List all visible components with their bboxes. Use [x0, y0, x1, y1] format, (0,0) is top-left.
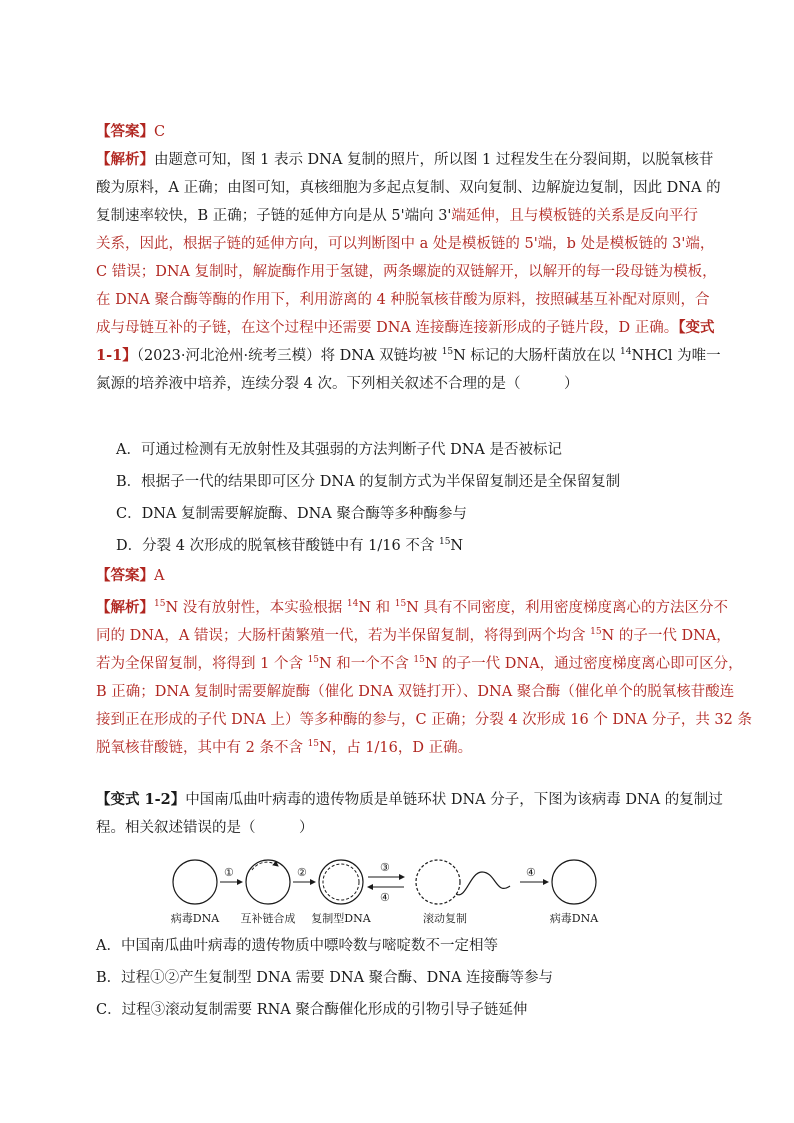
- question-1-line-1a: （2023·河北沧州·统考三模）将 DNA 双链均被: [136, 348, 442, 364]
- isotope-sup: 15: [438, 537, 451, 548]
- question-1-line-1c: NHCl 为唯一: [631, 348, 721, 364]
- option-c-2[interactable]: C．过程③滚动复制需要 RNA 聚合酶催化形成的引物引导子链延伸: [96, 1002, 528, 1018]
- isotope-sup: 14: [620, 347, 632, 358]
- isotope-sup: 15: [307, 655, 320, 666]
- option-d-text: D．分裂 4 次形成的脱氧核苷酸链中有 1/16 不含: [116, 538, 439, 554]
- analysis-1-line-1: 由题意可知，图 1 表示 DNA 复制的照片，所以图 1 过程发生在分裂间期，以脱氧核苷: [154, 152, 714, 168]
- analysis-1: [96, 146, 721, 342]
- rolling-strand: [456, 872, 510, 895]
- step-label: ③: [380, 861, 390, 874]
- isotope-sup: 15: [590, 627, 602, 638]
- question-1-2: [96, 786, 723, 842]
- answer-2: [96, 562, 698, 590]
- option-b[interactable]: B．根据子一代的结果即可区分 DNA 的复制方式为半保留复制还是全保留复制: [116, 474, 621, 490]
- complement-circle: [246, 860, 290, 904]
- analysis-1-line-6: 在 DNA 聚合酶等酶的作用下，利用游离的 4 种脱氧核苷酸为原料，按照碱基互补配对原则，合: [96, 292, 710, 308]
- step-label: ②: [297, 866, 307, 879]
- analysis-2-line-2a: 同的 DNA，A 错误；大肠杆菌繁殖一代，若为半保留复制，将得到两个均含: [96, 628, 591, 644]
- analysis-2-line-1a: N 没有放射性，本实验根据: [165, 600, 347, 616]
- isotope-sup: 15: [307, 739, 320, 750]
- analysis-1-line-3: 复制速率较快，B 正确；子链的延伸方向是从 5'端向 3': [96, 208, 452, 224]
- question-2-line-2: 程。相关叙述错误的是（ ）: [96, 820, 314, 836]
- step-label: ④: [526, 866, 536, 879]
- analysis-2-line-3a: 若为全保留复制，将得到 1 个含: [96, 656, 308, 672]
- answer-tag: 【答案】: [96, 567, 154, 584]
- figure-label: 复制型DNA: [311, 912, 371, 925]
- isotope-sup: 15: [394, 599, 407, 610]
- analysis-2-line-5: 接到正在形成的子代 DNA 上）等多种酶的参与，C 正确；分裂 4 次形成 16 个 DNA 分子，共 32 条: [96, 712, 752, 728]
- virus-dna-circle: [173, 860, 217, 904]
- figure-label: 病毒DNA: [170, 912, 220, 925]
- option-c[interactable]: C．DNA 复制需要解旋酶、DNA 聚合酶等多种酶参与: [116, 506, 467, 522]
- analysis-2-line-6a: 脱氧核苷酸链，其中有 2 条不含: [96, 740, 308, 756]
- analysis-1-line-7: 成与母链互补的子链，在这个过程中还需要 DNA 连接酶连接新形成的子链片段，D 正确。: [96, 320, 679, 336]
- variant-tag-1-end: 1-1】: [96, 347, 137, 364]
- option-a-2[interactable]: A．中国南瓜曲叶病毒的遗传物质中嘌呤数与嘧啶数不一定相等: [96, 938, 498, 954]
- answer-1: [96, 118, 698, 146]
- analysis-2-line-3b: N 和一个不含: [319, 656, 414, 672]
- figure-label: 滚动复制: [423, 912, 467, 925]
- variant-tag-1: 【变式: [678, 319, 715, 336]
- replication-diagram: [160, 852, 620, 932]
- option-a[interactable]: A．可通过检测有无放射性及其强弱的方法判断子代 DNA 是否被标记: [116, 442, 562, 458]
- isotope-sup: 14: [346, 599, 359, 610]
- variant-tag-2: 【变式 1-2】: [96, 791, 186, 808]
- question-2-line-1: 中国南瓜曲叶病毒的遗传物质是单链环状 DNA 分子，下图为该病毒 DNA 的复制过: [185, 792, 723, 808]
- question-1-line-1b: N 标记的大肠杆菌放在以: [453, 348, 621, 364]
- rolling-circle: [416, 860, 460, 904]
- analysis-2-line-3c: N 的子一代 DNA，通过密度梯度离心即可区分，: [424, 656, 743, 672]
- option-b-2[interactable]: B．过程①②产生复制型 DNA 需要 DNA 聚合酶、DNA 连接酶等参与: [96, 970, 554, 986]
- analysis-tag: 【解析】: [96, 151, 154, 168]
- question-1-1: [96, 342, 721, 398]
- analysis-2-line-4: B 正确；DNA 复制时需要解旋酶（催化 DNA 双链打开）、DNA 聚合酶（催化单个的脱氧核苷酸连: [96, 684, 735, 700]
- option-d-tail: N: [450, 538, 464, 554]
- answer-value: A: [154, 568, 165, 584]
- answer-value: C: [154, 124, 166, 140]
- analysis-tag: 【解析】: [96, 599, 154, 616]
- isotope-sup: 15: [413, 655, 425, 666]
- question-1-line-2: 氮源的培养液中培养，连续分裂 4 次。下列相关叙述不合理的是（ ）: [96, 376, 579, 392]
- figure-label: 病毒DNA: [549, 912, 599, 925]
- answer-tag: 【答案】: [96, 123, 154, 140]
- isotope-sup: 15: [154, 599, 166, 610]
- figure-label: 互补链合成: [240, 912, 296, 925]
- analysis-2-line-1c: N 具有不同密度，利用密度梯度离心的方法区分不: [406, 600, 728, 616]
- analysis-1-line-5: C 错误；DNA 复制时，解旋酶作用于氢键，两条螺旋的双链解开，以解开的每一段母链为模板，: [96, 264, 717, 280]
- analysis-2-line-1b: N 和: [358, 600, 395, 616]
- isotope-sup: 15: [441, 347, 454, 358]
- replicative-dna-circle: [319, 860, 363, 904]
- analysis-2: [96, 594, 752, 762]
- replicative-dna-inner: [323, 864, 359, 900]
- analysis-1-line-2: 酸为原料，A 正确；由图可知，真核细胞为多起点复制、双向复制、边解旋边复制，因此 DNA 的: [96, 180, 721, 196]
- analysis-2-line-2b: N 的子一代 DNA，: [601, 628, 731, 644]
- step-label: ④: [380, 891, 390, 904]
- option-d[interactable]: [116, 536, 463, 556]
- step-label: ①: [224, 866, 234, 879]
- analysis-1-line-3-red: 端延伸，且与模板链的关系是反向平行: [451, 208, 698, 224]
- analysis-2-line-6b: N，占 1/16，D 正确。: [319, 740, 473, 756]
- analysis-1-line-4: 关系，因此，根据子链的延伸方向，可以判断图中 a 处是模板链的 5'端，b 处是模板链的 3'端，: [96, 236, 715, 252]
- virus-dna-circle: [552, 860, 596, 904]
